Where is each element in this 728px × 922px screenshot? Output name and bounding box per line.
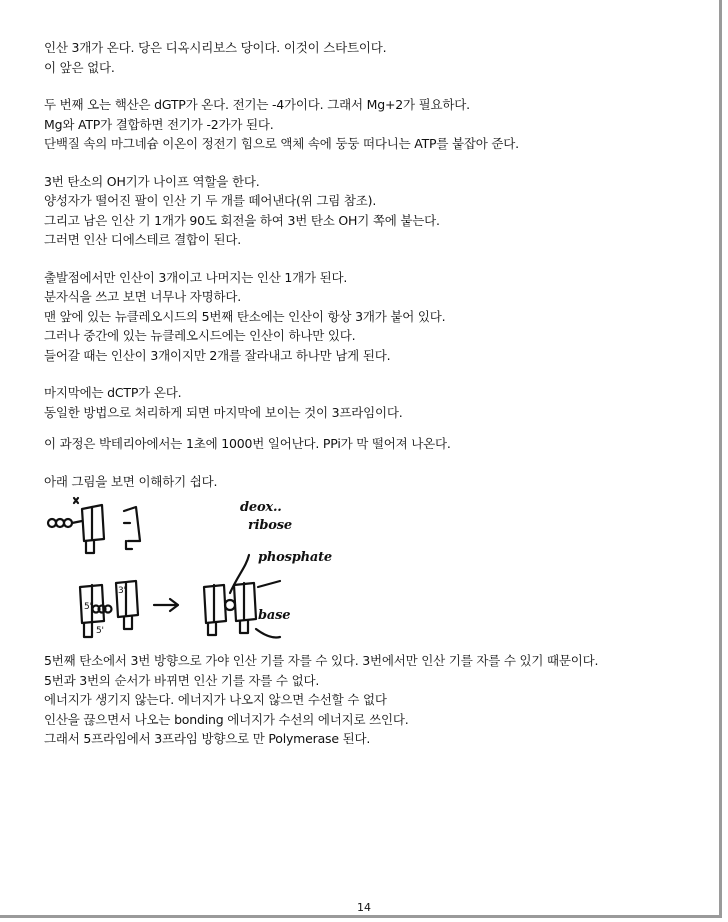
text-line: 분자식을 쓰고 보면 너무나 자명하다.: [44, 289, 241, 304]
text-line: 인산 3개가 온다. 당은 디옥시리보스 당이다. 이것이 스타트이다.: [44, 40, 387, 55]
text-line: 그러면 인산 디에스테르 결합이 된다.: [44, 232, 241, 247]
text-line: 양성자가 떨어진 팔이 인산 기 두 개를 떼어낸다(위 그림 참조).: [44, 193, 377, 208]
text-line: 마지막에는 dCTP가 온다.: [44, 385, 182, 400]
text-line: 아래 그림을 보면 이해하기 쉽다.: [44, 473, 218, 489]
text-line: 그러나 중간에 있는 뉴클레오시드에는 인산이 하나만 있다.: [44, 328, 356, 343]
text-line: 두 번째 오는 핵산은 dGTP가 온다. 전기는 -4가이다. 그래서 Mg+2가 필요하다.: [44, 97, 470, 112]
text-line: 들어갈 때는 인산이 3개이지만 2개를 잘라내고 하나만 남게 된다.: [44, 347, 391, 363]
figure-label-3prime: 3': [118, 586, 126, 596]
text-line: 단백질 속의 마그네슘 이온이 정전기 힘으로 액체 속에 둥둥 떠다니는 ATP를 붙잡아 준다.: [44, 136, 519, 151]
paragraph-7: [44, 472, 684, 492]
paragraph-5: [44, 383, 684, 422]
paragraph-1: [44, 38, 684, 77]
figure-label-deoxy: deox..: [240, 500, 282, 515]
text-line: 5번과 3번의 순서가 바뀌면 인산 기를 자를 수 없다.: [44, 672, 320, 688]
text-line: 이 앞은 없다.: [44, 59, 115, 75]
figure-label-phosphate: phosphate: [258, 550, 332, 565]
text-line: 그래서 5프라임에서 3프라임 방향으로 만 Polymerase 된다.: [44, 731, 371, 746]
page-number: 14: [357, 901, 371, 914]
figure-label-base: base: [258, 608, 291, 623]
text-line: 맨 앞에 있는 뉴클레오시드의 5번째 탄소에는 인산이 항상 3개가 붙어 있다.: [44, 308, 446, 324]
figure-label-5prime-b: 5': [96, 626, 104, 636]
text-line: 출발점에서만 인산이 3개이고 나머지는 인산 1개가 된다.: [44, 269, 348, 285]
document-body: [44, 38, 684, 767]
text-line: 에너지가 생기지 않는다. 에너지가 나오지 않으면 수선할 수 없다: [44, 692, 387, 707]
text-line: 그리고 남은 인산 기 1개가 90도 회전을 하여 3번 탄소 OH기 쪽에 붙는다.: [44, 212, 440, 228]
text-line: Mg와 ATP가 결합하면 전기가 -2가가 된다.: [44, 116, 274, 132]
nucleotide-sketch-figure: [44, 493, 684, 643]
text-line: 5번째 탄소에서 3번 방향으로 가야 인산 기를 자를 수 있다. 3번에서만 인산 기를 자를 수 있기 때문이다.: [44, 653, 599, 668]
paragraph-8: [44, 651, 684, 749]
figure-label-ribose: ribose: [248, 518, 292, 533]
text-line: 이 과정은 박테리아에서는 1초에 1000번 일어난다. PPi가 막 떨어져 나온다.: [44, 436, 451, 451]
text-line: 인산을 끊으면서 나오는 bonding 에너지가 수선의 에너지로 쓰인다.: [44, 711, 409, 727]
paragraph-6: [44, 434, 684, 454]
text-line: 동일한 방법으로 처리하게 되면 마지막에 보이는 것이 3프라임이다.: [44, 404, 403, 420]
text-line: 3번 탄소의 OH기가 나이프 역할을 한다.: [44, 173, 260, 189]
paragraph-3: [44, 172, 684, 250]
figure-label-5prime-a: 5': [84, 602, 92, 612]
paragraph-4: [44, 268, 684, 366]
nucleotide-sketch: [44, 493, 344, 643]
paragraph-2: [44, 95, 684, 154]
